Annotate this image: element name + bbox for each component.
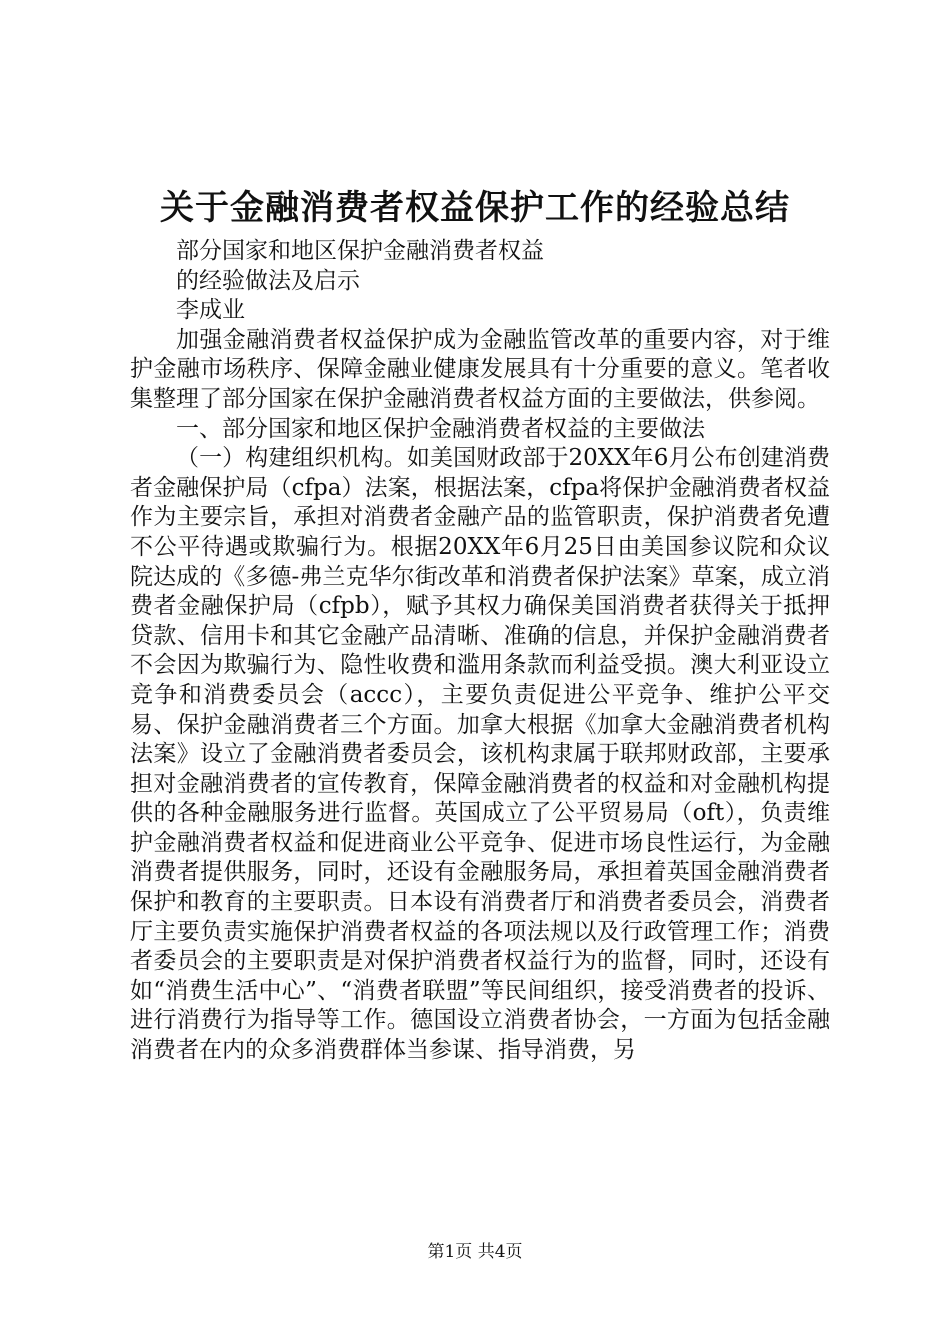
- page-footer: 第1页 共4页: [427, 1242, 523, 1262]
- document-body: [130, 237, 830, 1066]
- subtitle-line-2: 的经验做法及启示: [176, 267, 360, 294]
- author-name: 李成业: [176, 297, 245, 324]
- subtitle-line-1: 部分国家和地区保护金融消费者权益: [176, 238, 544, 264]
- document-title: 关于金融消费者权益保护工作的经验总结: [160, 188, 790, 228]
- body-paragraph: （一）构建组织机构。如美国财政部于20XX年6月公布创建消费者金融保护局（cfpa）法案，根据法案，cfpa将保护金融消费者权益作为主要宗旨，承担对消费者金融产品的监管职责，保护消费者免遭不公平待遇或欺骗行为。根据20XX年6月25日由美国参议院和众议院达成的《多德-弗兰克华尔街改革和消费者保护法案》草案，成立消费者金融保护局（cfpb），赋予其权力确保美国消费者获得关于抵押贷款、信用卡和其它金融产品清晰、准确的信息，并保护金融消费者不会因为欺骗行为、隐性收费和滥用条款而利益受损。澳大利亚设立竞争和消费委员会（accc），主要负责促进公平竞争、维护公平交易、保护金融消费者三个方面。加拿大根据《加拿大金融消费者机构法案》设立了金融消费者委员会，该机构隶属于联邦财政部，主要承担对金融消费者的宣传教育，保障金融消费者的权益和对金融机构提供的各种金融服务进行监督。英国成立了公平贸易局（oft），负责维护金融消费者权益和促进商业公平竞争、促进市场良性运行，为金融消费者提供服务，同时，还设有金融服务局，承担着英国金融消费者保护和教育的主要职责。日本设有消费者厅和消费者委员会，消费者厅主要负责实施保护消费者权益的各项法规以及行政管理工作；消费者委员会的主要职责是对保护消费者权益行为的监督，同时，还设有如“消费生活中心”、“消费者联盟”等民间组织，接受消费者的投诉、进行消费行为指导等工作。德国设立消费者协会，一方面为包括金融消费者在内的众多消费群体当参谋、指导消费，另: [130, 445, 830, 1064]
- section-heading: 一、部分国家和地区保护金融消费者权益的主要做法: [176, 415, 705, 442]
- intro-paragraph: 加强金融消费者权益保护成为金融监管改革的重要内容，对于维护金融市场秩序、保障金融业健康发展具有十分重要的意义。笔者收集整理了部分国家在保护金融消费者权益方面的主要做法，供参阅。: [130, 326, 830, 412]
